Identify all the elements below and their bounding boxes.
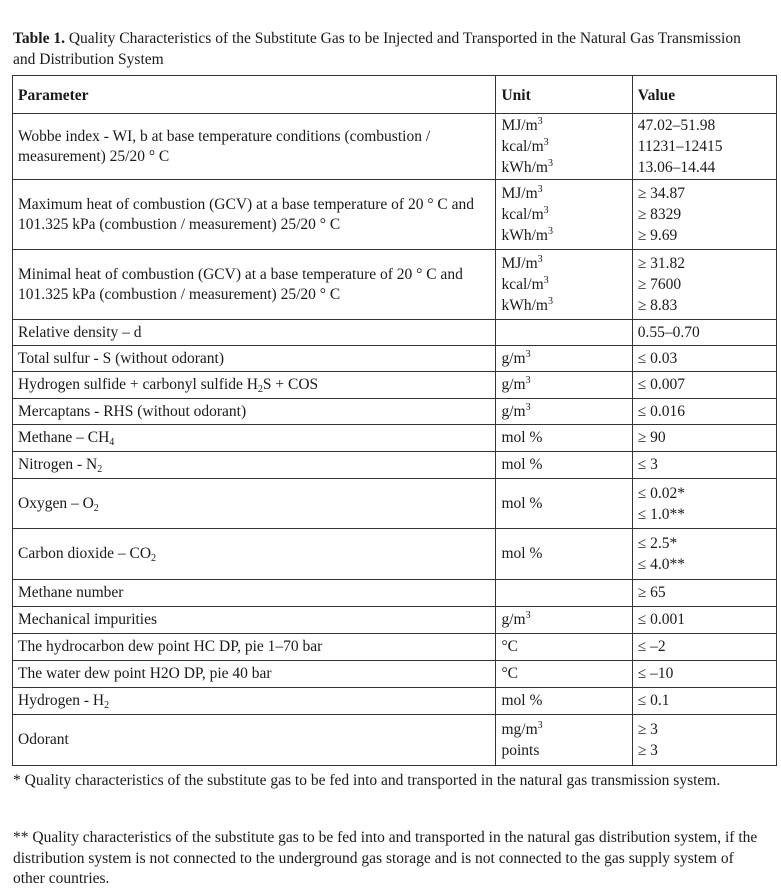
value-text: ≥ 31.82 [637,255,686,272]
table-row [13,529,777,580]
unit-cell: mol % [496,479,632,529]
unit-cell: mol % [496,688,632,715]
param-cell: Maximum heat of combustion (GCV) at a base temperature of 20 ° C and 101.325 kPa (combustion / measurement) 25/20 ° C [13,180,496,250]
footnote-distribution: ** Quality characteristics of the substitute gas to be fed into and transported in the natural gas distribution system, if the distribution system is not connected to the underground gas storage and is not connected to the gas supply system of other countries. [13,829,758,887]
param-subscript: 2 [93,502,99,514]
table-row [13,607,777,634]
table-caption [13,28,753,70]
unit-cell: mol % [496,529,632,580]
footnote-transmission: * Quality characteristics of the substitute gas to be fed into and transported in the natural gas transmission system. [13,772,721,789]
unit-cell [496,607,632,634]
unit-text: kWh/m [501,227,548,244]
param-text: Oxygen – O [18,494,94,512]
value-text: 13.06–14.44 [637,159,716,176]
param-subscript: 4 [109,437,115,448]
param-text: Nitrogen - N [18,456,98,473]
param-cell: Mechanical impurities [13,607,496,634]
table-header-row [13,76,777,114]
table-row [13,399,777,425]
unit-text: kcal/m [501,138,544,155]
param-text: Hydrogen - H [18,692,105,709]
header-unit: Unit [496,76,632,114]
unit-cell [496,250,632,320]
value-cell: ≤ 0.03 [632,346,776,372]
unit-text: kcal/m [501,206,544,223]
unit-superscript: 3 [543,137,549,148]
value-cell: 0.55–0.70 [632,320,776,346]
unit-text: g/m [501,376,526,393]
value-cell: ≤ –10 [632,661,776,688]
unit-superscript: 3 [543,205,549,216]
unit-text: g/m [501,402,526,420]
param-cell: Total sulfur - S (without odorant) [13,346,496,372]
unit-text: kWh/m [501,297,548,314]
param-cell [13,425,496,452]
table-row [13,346,777,372]
value-cell: ≤ –2 [632,634,776,661]
table-row [13,661,777,688]
unit-cell [496,114,632,180]
unit-cell [496,320,632,346]
unit-superscript: 3 [525,401,531,413]
unit-superscript: 3 [537,116,543,127]
param-cell [13,372,496,399]
unit-text: mg/m [501,721,538,738]
unit-superscript: 3 [525,610,531,621]
value-text: 47.02–51.98 [637,117,716,134]
param-cell: The hydrocarbon dew point HC DP, pie 1–70 bar [13,634,496,661]
table-row [13,425,777,452]
value-text: ≥ 34.87 [637,185,686,202]
unit-cell [496,180,632,250]
param-text: Methane – CH [18,429,110,446]
param-text: Hydrogen sulfide + carbonyl sulfide H [18,376,258,393]
table-row [13,452,777,479]
value-text: ≤ 0.02* [637,484,686,502]
param-cell: Mercaptans - RHS (without odorant) [13,399,496,425]
unit-cell [496,346,632,372]
unit-superscript: 3 [537,184,543,195]
param-cell [13,479,496,529]
unit-text: MJ/m [501,255,538,272]
table-row [13,114,777,180]
table-row [13,580,777,607]
unit-text: MJ/m [501,117,538,134]
unit-cell [496,715,632,766]
value-cell: ≥ 65 [632,580,776,607]
param-cell: Odorant [13,715,496,766]
value-cell: ≤ 0.1 [632,688,776,715]
unit-cell: °C [496,634,632,661]
header-parameter: Parameter [13,76,496,114]
param-subscript: 2 [104,700,110,711]
unit-cell: °C [496,661,632,688]
param-subscript: 2 [97,464,103,475]
value-text: ≥ 9.69 [637,227,678,244]
unit-superscript: 3 [547,296,553,307]
param-cell: The water dew point H2O DP, pie 40 bar [13,661,496,688]
table-row [13,634,777,661]
unit-superscript: 3 [525,348,531,360]
unit-text: g/m [501,349,526,367]
param-cell [13,529,496,580]
value-text: ≤ 4.0** [637,556,686,573]
unit-cell [496,372,632,399]
table-row [13,479,777,529]
unit-superscript: 3 [537,720,543,731]
param-cell: Wobbe index - WI, b at base temperature conditions (combustion / measurement) 25/20 ° C [13,114,496,180]
value-text: ≤ 1.0** [637,505,686,523]
value-text: ≥ 7600 [637,276,682,293]
unit-superscript: 3 [547,158,553,169]
param-subscript: 2 [151,553,157,564]
param-text: Carbon dioxide – CO [18,545,152,562]
value-cell: ≤ 0.016 [632,399,776,425]
header-value: Value [632,76,776,114]
param-text: S + COS [262,376,319,393]
param-cell: Methane number [13,580,496,607]
table-row [13,320,777,346]
unit-cell: mol % [496,425,632,452]
table-row [13,715,777,766]
param-subscript: 2 [257,384,263,395]
value-cell [632,250,776,320]
param-cell: Minimal heat of combustion (GCV) at a base temperature of 20 ° C and 101.325 kPa (combustion / measurement) 25/20 ° C [13,250,496,320]
param-cell: Relative density – d [13,320,496,346]
unit-text: points [501,742,540,759]
unit-cell [496,580,632,607]
value-cell: ≤ 0.001 [632,607,776,634]
unit-superscript: 3 [525,375,531,386]
value-cell [632,529,776,580]
unit-cell: mol % [496,452,632,479]
table-row [13,372,777,399]
value-text: ≤ 2.5* [637,535,678,552]
unit-text: MJ/m [501,185,538,202]
value-text: ≥ 8329 [637,206,682,223]
unit-text: g/m [501,611,526,628]
value-cell: ≥ 90 [632,425,776,452]
value-text: ≥ 3 [637,721,658,738]
table-row [13,688,777,715]
value-text: ≥ 8.83 [637,297,678,314]
unit-text: kcal/m [501,276,544,293]
caption-label: Table 1. [13,30,65,47]
table-row [13,180,777,250]
value-cell [632,479,776,529]
value-text: ≥ 3 [637,742,658,759]
quality-table [12,75,777,766]
value-text: 11231–12415 [637,138,723,155]
table-row [13,250,777,320]
value-cell: ≤ 3 [632,452,776,479]
unit-text: kWh/m [501,159,548,176]
value-cell [632,180,776,250]
param-cell [13,452,496,479]
unit-superscript: 3 [543,275,549,286]
unit-superscript: 3 [547,226,553,237]
value-cell [632,715,776,766]
caption-text: Quality Characteristics of the Substitute Gas to be Injected and Transported in the Natural Gas Transmission and Distribution System [13,30,741,68]
value-cell [632,114,776,180]
unit-superscript: 3 [537,254,543,265]
unit-cell [496,399,632,425]
value-cell: ≤ 0.007 [632,372,776,399]
param-cell [13,688,496,715]
